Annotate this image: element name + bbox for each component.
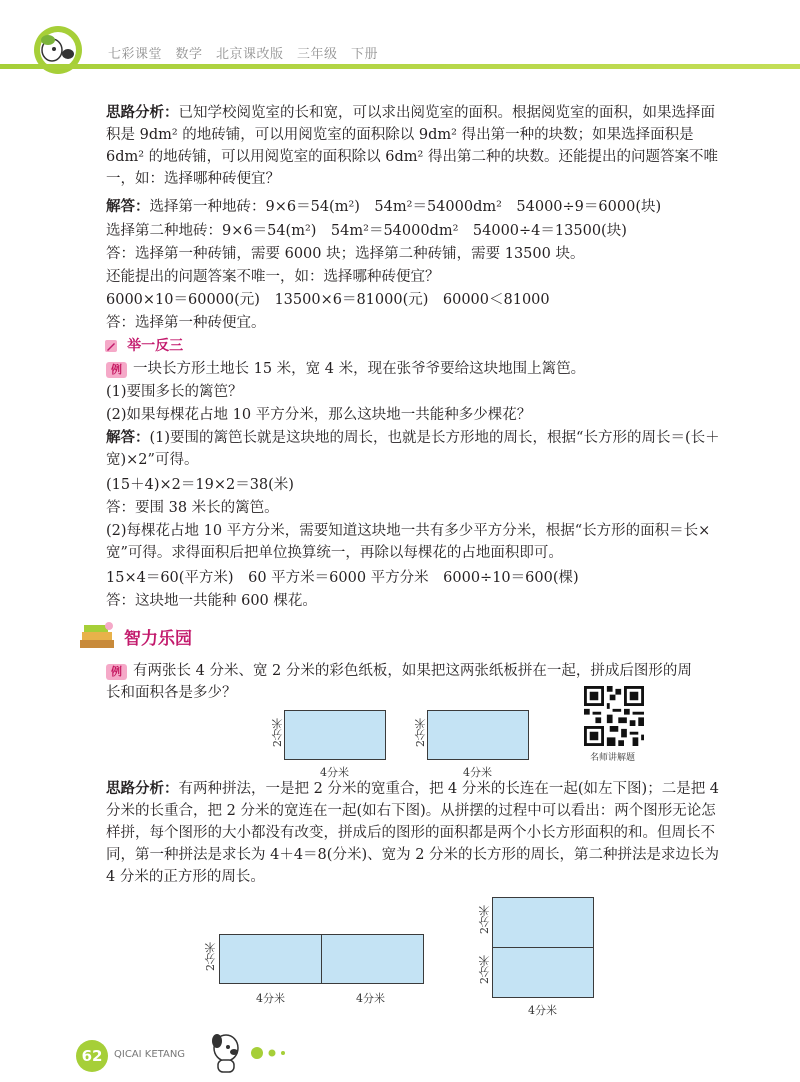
books-icon [78, 620, 118, 652]
answer-line-1 [106, 196, 726, 218]
analysis-label: 思路分析： [106, 781, 179, 797]
combined-rectangle-right-bottom [492, 947, 594, 998]
answer-line-6: 答：选择第一种砖便宜。 [106, 315, 266, 331]
length-label: 4分米 [320, 766, 349, 779]
width-label: 2分米 [271, 718, 284, 747]
page-header [0, 0, 800, 70]
dots-decoration-icon [250, 1046, 294, 1060]
paper-rectangle-2 [427, 710, 529, 760]
page-number: 62 [76, 1040, 108, 1072]
width-label: 2分米 [414, 718, 427, 747]
length-label: 4分米 [356, 992, 385, 1005]
answer-label: 解答： [106, 430, 150, 446]
header-title: 七彩课堂 数学 北京课改版 三年级 下册 [108, 47, 379, 62]
answer-line-3: 答：选择第一种砖铺，需要 6000 块；选择第二种砖铺，需要 13500 块。 [106, 246, 585, 262]
width-label: 2分米 [478, 905, 491, 934]
example-text: 有两张长 4 分米、宽 2 分米的彩色纸板，如果把这两张纸板拼在一起，拼成后图形的周长和面积各是多少？ [106, 663, 692, 701]
calc-2: 15×4＝60(平方米) 60 平方米＝6000 平方分米 6000÷10＝600(棵) [106, 570, 579, 586]
analysis-text: 已知学校阅览室的长和宽，可以求出阅览室的面积。根据阅览室的面积，如果选择面积是 9dm² 的地砖铺，可以用阅览室的面积除以 9dm² 得出第一种的块数；如果选择面积是 6dm² 的地砖铺，可以用阅览室的面积除以 6dm² 得出第二种的块数。还能提出的问题答案不唯一，如：选择哪种砖便宜？ [106, 105, 718, 187]
analysis-paragraph-1 [106, 102, 726, 190]
length-label: 4分米 [528, 1004, 557, 1017]
length-label: 4分米 [463, 766, 492, 779]
analysis-paragraph-2 [106, 778, 726, 888]
header-divider [0, 64, 800, 69]
section-heading-1 [104, 335, 183, 355]
answer-2-part-1 [106, 427, 726, 471]
answer-2-final: 答：这块地一共能种 600 棵花。 [106, 593, 317, 609]
example-badge: 例 [106, 664, 127, 680]
width-label: 2分米 [478, 955, 491, 984]
section-heading-2 [78, 620, 192, 656]
answer-label: 解答： [106, 199, 150, 215]
question-1: (1)要围多长的篱笆？ [106, 384, 243, 400]
answer-line-2: 选择第二种地砖：9×6＝54(m²) 54m²＝54000dm² 54000÷4＝13500(块) [106, 223, 627, 239]
answer-text: (1)要围的篱笆长就是这块地的周长，也就是长方形地的周长，根据“长方形的周长＝(长＋宽)×2”可得。 [106, 430, 720, 468]
calc-1: (15＋4)×2＝19×2＝38(米) [106, 477, 294, 493]
answer-line-5: 6000×10＝60000(元) 13500×6＝81000(元) 60000＜81000 [106, 292, 550, 308]
answer-line-4: 还能提出的问题答案不唯一，如：选择哪种砖便宜？ [106, 269, 440, 285]
analysis-text: 有两种拼法，一是把 2 分米的宽重合，把 4 分米的长连在一起(如左下图)；二是把 4 分米的长重合，把 2 分米的宽连在一起(如右下图)。从拼摆的过程中可以看出：两个图形无论怎样拼，每个图形的大小都没有改变，拼成后的图形的面积都是两个小长方形面积的和。但周长不同，第一种拼法是求长为 4＋4＝8(分米)、宽为 2 分米的长方形的周长，第二种拼法是求边长为 4 分米的正方形的周长。 [106, 781, 720, 885]
combined-rectangle-left-a [219, 934, 322, 984]
pencil-icon [104, 339, 118, 353]
combined-rectangle-left-b [321, 934, 424, 984]
analysis-label: 思路分析： [106, 105, 179, 121]
section-title: 举一反三 [127, 338, 184, 354]
answer-2-part-2: (2)每棵花占地 10 平方分米，需要知道这块地一共有多少平方分米，根据“长方形的面积＝长×宽”可得。求得面积后把单位换算统一，再除以每棵花的占地面积即可。 [106, 523, 711, 561]
length-label: 4分米 [256, 992, 285, 1005]
section-title: 智力乐园 [124, 629, 192, 649]
qr-caption: 名师讲解题 [590, 753, 636, 763]
example-text: 一块长方形土地长 15 米，宽 4 米，现在张爷爷要给这块地围上篱笆。 [133, 361, 586, 377]
example-1 [106, 358, 726, 380]
footer-brand: QICAI KETANG [114, 1049, 186, 1060]
qr-code-icon[interactable] [584, 686, 644, 746]
paper-rectangle-1 [284, 710, 386, 760]
combined-rectangle-right-top [492, 897, 594, 948]
answer-text: 选择第一种地砖：9×6＝54(m²) 54m²＝54000dm² 54000÷9＝6000(块) [149, 199, 662, 215]
example-badge: 例 [106, 362, 127, 378]
answer-1-final: 答：要围 38 米长的篱笆。 [106, 500, 279, 516]
dog-mascot-icon [206, 1032, 246, 1076]
question-2: (2)如果每棵花占地 10 平方分米，那么这块地一共能种多少棵花？ [106, 407, 532, 423]
width-label: 2分米 [204, 942, 217, 971]
